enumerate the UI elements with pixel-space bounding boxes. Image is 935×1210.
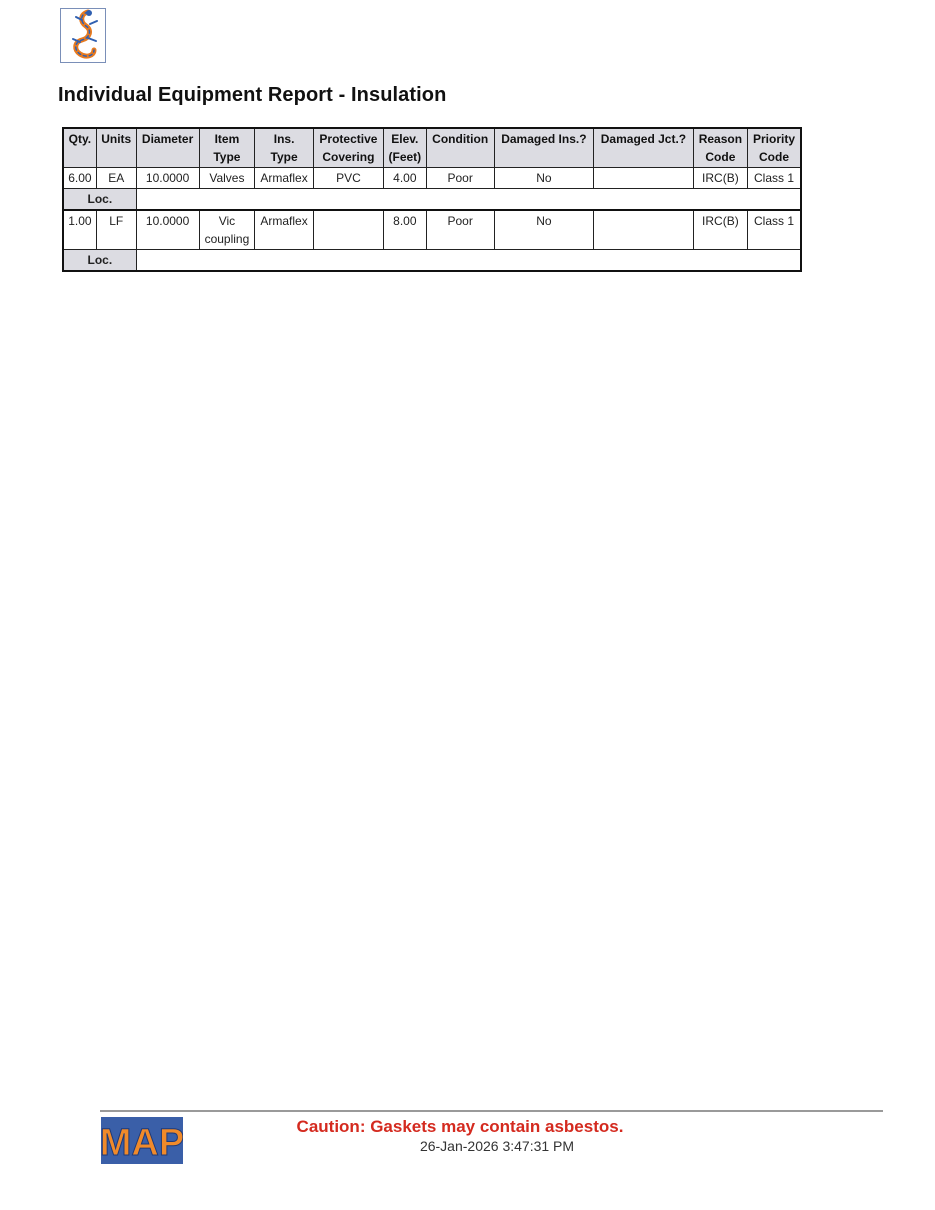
table-header-row (63, 128, 801, 168)
column-header-line1: Ins. (273, 132, 295, 146)
map-logo-text: MAP (101, 1122, 183, 1164)
location-value (136, 250, 801, 272)
column-header (63, 128, 96, 168)
column-header-line2: Covering (322, 150, 375, 164)
column-header-line1: Damaged Ins.? (501, 132, 587, 146)
table-cell: 1.00 (63, 210, 96, 250)
location-label: Loc. (63, 189, 136, 211)
column-header (255, 128, 314, 168)
column-header-line2 (498, 148, 591, 166)
column-header-line2: Code (759, 150, 789, 164)
column-header-line1: Qty. (68, 132, 92, 146)
column-header (426, 128, 494, 168)
table-row (63, 210, 801, 250)
location-value (136, 189, 801, 211)
table-cell: IRC(B) (693, 168, 747, 189)
column-header-line1: Damaged Jct.? (600, 132, 687, 146)
table-cell (594, 168, 694, 189)
location-label: Loc. (63, 250, 136, 272)
column-header (383, 128, 426, 168)
table-cell: Class 1 (748, 168, 801, 189)
page-title: Individual Equipment Report - Insulation (58, 84, 447, 106)
column-header-line1: Reason (698, 132, 743, 146)
table-cell: Poor (426, 168, 494, 189)
column-header-line2 (140, 148, 196, 166)
table-row (63, 168, 801, 189)
column-header-line2 (100, 148, 133, 166)
table-cell: Armaflex (255, 168, 314, 189)
column-header-line2 (430, 148, 491, 166)
column-header (748, 128, 801, 168)
map-logo-icon (101, 1117, 183, 1164)
column-header-line1: Elev. (391, 132, 419, 146)
column-header-line2 (597, 148, 690, 166)
column-header-line1: Condition (432, 132, 489, 146)
caution-text: Caution: Gaskets may contain asbestos. (296, 1117, 624, 1136)
location-row (63, 250, 801, 272)
column-header-line1: Diameter (141, 132, 194, 146)
column-header-line1: Protective (319, 132, 378, 146)
table-cell (313, 210, 383, 250)
column-header-line1: Item (214, 132, 240, 146)
column-header (136, 128, 199, 168)
column-header-line2: Type (270, 150, 298, 164)
table-cell: 10.0000 (136, 210, 199, 250)
column-header-line2: (Feet) (388, 150, 422, 164)
column-header-line1: Priority (753, 132, 796, 146)
equipment-table (62, 127, 802, 272)
table-cell: LF (96, 210, 136, 250)
column-header-line2: Code (705, 150, 736, 164)
table-cell: No (494, 168, 594, 189)
location-row (63, 189, 801, 211)
table-cell: Class 1 (748, 210, 801, 250)
column-header (594, 128, 694, 168)
table-cell: Poor (426, 210, 494, 250)
table-cell: Valves (199, 168, 255, 189)
table-cell: 8.00 (383, 210, 426, 250)
column-header (693, 128, 747, 168)
table-cell: 6.00 (63, 168, 96, 189)
gecko-logo-icon (60, 8, 106, 63)
column-header-line2: Type (213, 150, 241, 164)
report-timestamp: 26-Jan-2026 3:47:31 PM (419, 1138, 575, 1154)
table-cell: No (494, 210, 594, 250)
table-cell: Armaflex (255, 210, 314, 250)
table-cell: IRC(B) (693, 210, 747, 250)
table-cell: 4.00 (383, 168, 426, 189)
table-cell: EA (96, 168, 136, 189)
column-header (199, 128, 255, 168)
table-cell (594, 210, 694, 250)
column-header (494, 128, 594, 168)
table-cell: Vic coupling (199, 210, 255, 250)
column-header (313, 128, 383, 168)
column-header-line2 (67, 148, 93, 166)
table-cell: 10.0000 (136, 168, 199, 189)
footer-divider (100, 1110, 883, 1112)
column-header (96, 128, 136, 168)
column-header-line1: Units (101, 132, 132, 146)
table-cell: PVC (313, 168, 383, 189)
